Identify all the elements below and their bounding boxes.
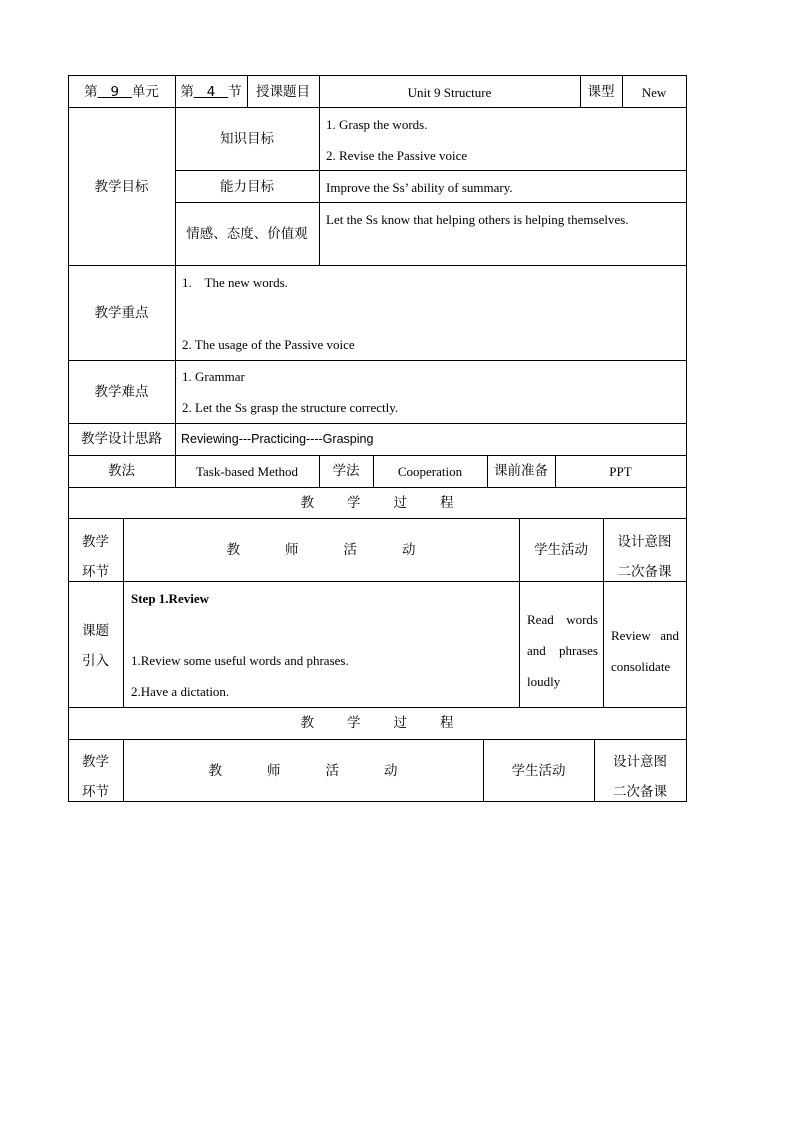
table-border xyxy=(319,107,320,265)
table-border xyxy=(68,423,687,424)
learn-method-value: Cooperation xyxy=(397,464,463,479)
section-prefix: 第 xyxy=(180,84,194,100)
table-border xyxy=(175,170,687,171)
teacher-activity-label: 教 师 活 动 xyxy=(226,542,416,558)
objectives-label: 教学目标 xyxy=(94,179,149,195)
teach-method-value: Task-based Method xyxy=(196,464,298,479)
difficulty-item: 2. Let the Ss grasp the structure correctly. xyxy=(182,400,399,415)
key-point-item: 1. The new words. xyxy=(182,275,288,290)
table-border xyxy=(68,75,687,76)
section-suffix: 节 xyxy=(228,84,242,100)
emotion-value: Let the Ss know that helping others is helping themselves. xyxy=(326,212,629,227)
step1-title: Step 1.Review xyxy=(131,591,209,606)
key-points-label: 教学重点 xyxy=(94,305,149,321)
knowledge-label: 知识目标 xyxy=(220,131,274,147)
step1-stage: 课题 引入 xyxy=(82,623,109,669)
process-title: 教 学 过 程 xyxy=(300,715,454,731)
ability-label: 能力目标 xyxy=(220,179,274,195)
design-label: 教学设计思路 xyxy=(81,431,162,447)
design-value: Reviewing---Practicing----Grasping xyxy=(181,432,374,446)
table-border xyxy=(68,487,687,488)
stage-label: 教学 环节 xyxy=(82,754,109,800)
student-activity-label: 学生活动 xyxy=(534,542,588,558)
emotion-label: 情感、态度、价值观 xyxy=(186,226,308,242)
topic-value: Unit 9 Structure xyxy=(407,85,492,100)
difficulties-label: 教学难点 xyxy=(94,384,149,400)
teach-method-label: 教法 xyxy=(108,463,135,479)
student-activity-label: 学生活动 xyxy=(511,763,566,779)
table-border xyxy=(68,707,687,708)
table-border xyxy=(68,455,687,456)
step1-item: 1.Review some useful words and phrases. xyxy=(131,653,349,668)
teacher-activity-label: 教 师 活 动 xyxy=(208,763,398,779)
knowledge-item: 2. Revise the Passive voice xyxy=(326,148,468,163)
design-intent-label: 设计意图 二次备课 xyxy=(617,534,672,580)
step1-student-activity: Read words and phrases loudly xyxy=(527,612,598,689)
step1-item: 2.Have a dictation. xyxy=(131,684,230,699)
difficulty-item: 1. Grammar xyxy=(182,369,245,384)
ability-value: Improve the Ss’ ability of summary. xyxy=(326,180,513,195)
table-border xyxy=(68,518,687,519)
design-intent-label: 设计意图 二次备课 xyxy=(613,754,667,800)
table-border xyxy=(686,75,687,802)
type-label: 课型 xyxy=(587,84,615,100)
unit-cell xyxy=(68,84,175,100)
topic-label: 授课题目 xyxy=(256,84,310,100)
type-value: New xyxy=(641,85,667,100)
key-point-item: 2. The usage of the Passive voice xyxy=(182,337,355,352)
unit-prefix: 第 xyxy=(84,84,98,100)
process-title: 教 学 过 程 xyxy=(300,495,454,511)
unit-number: 9 xyxy=(110,84,120,100)
section-number: 4 xyxy=(206,84,216,100)
prep-label: 课前准备 xyxy=(494,463,548,479)
table-border xyxy=(175,202,687,203)
table-border xyxy=(175,265,176,455)
table-border xyxy=(68,107,687,108)
table-border xyxy=(68,265,687,266)
knowledge-item: 1. Grasp the words. xyxy=(326,117,428,132)
table-border xyxy=(68,360,687,361)
learn-method-label: 学法 xyxy=(332,463,360,479)
table-border xyxy=(68,581,687,582)
step1-design-intent: Review and consolidate xyxy=(611,628,679,674)
section-cell xyxy=(175,84,247,100)
unit-suffix: 单元 xyxy=(131,84,159,100)
prep-value: PPT xyxy=(609,464,632,479)
stage-label: 教学 环节 xyxy=(82,534,109,580)
